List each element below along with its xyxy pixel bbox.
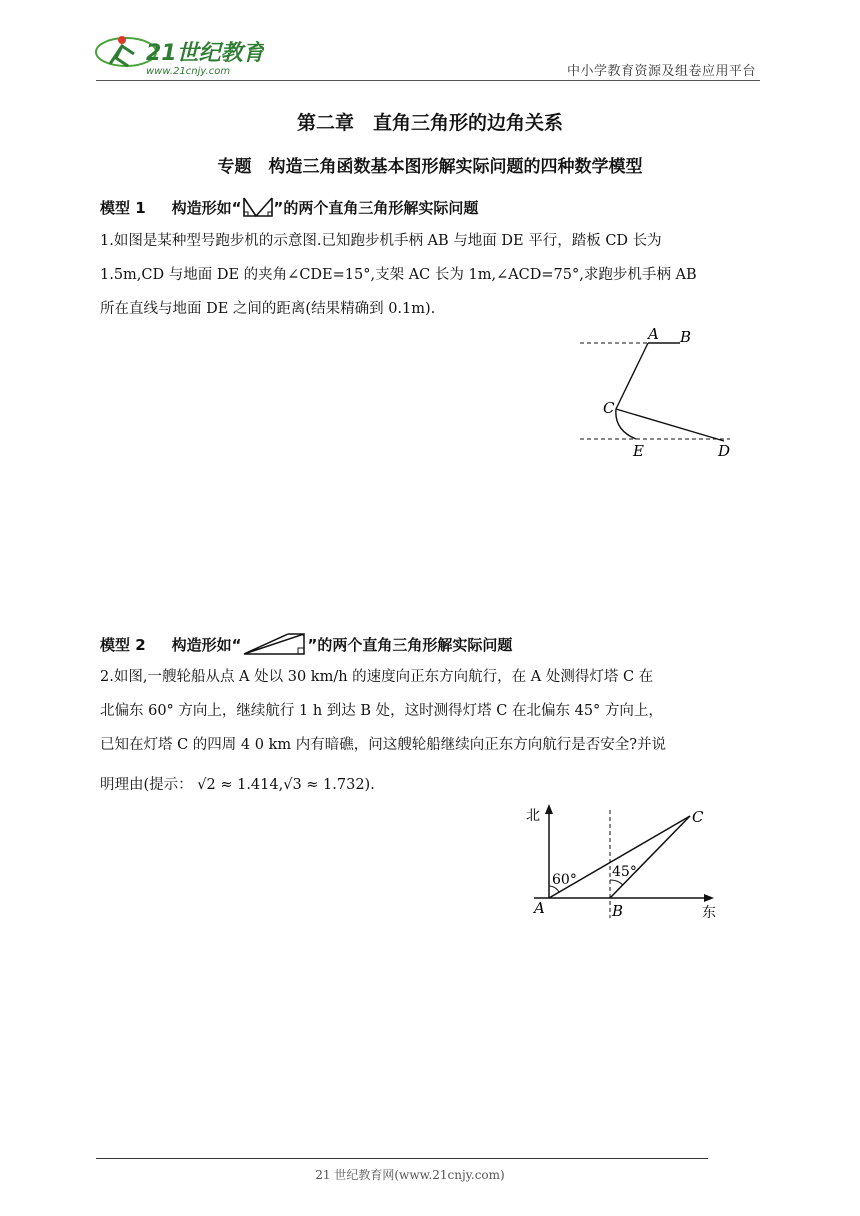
footer-divider: [96, 1158, 708, 1159]
problem1-line: 所在直线与地面 DE 之间的距离(结果精确到 0.1m).: [100, 301, 436, 317]
model2-prefix: 构造形如“: [171, 635, 242, 654]
logo-graphic: [94, 30, 264, 80]
problem1-line: 1.5m,CD 与地面 DE 的夹角∠CDE=15°,支架 AC 长为 1m,∠ACD=75°,求跑步机手柄 AB: [100, 267, 697, 283]
point-b-label: B: [612, 902, 624, 920]
logo-url: www.21cnjy.com: [146, 66, 231, 77]
model2-suffix: ”的两个直角三角形解实际问题: [307, 635, 513, 654]
problem2-text: [100, 660, 764, 802]
point-a-label: A: [648, 325, 659, 343]
problem1-text: [100, 224, 764, 326]
point-b-label: B: [680, 328, 692, 346]
angle-45-label: 45°: [612, 864, 637, 880]
east-label: 东: [702, 905, 716, 921]
footer-text: 21 世纪教育网(www.21cnjy.com): [315, 1168, 505, 1182]
point-a-label: A: [534, 899, 545, 917]
model1-suffix: ”的两个直角三角形解实际问题: [273, 198, 479, 217]
north-label: 北: [526, 808, 540, 824]
model1-number: 模型 1: [100, 198, 146, 217]
ship-figure: [520, 800, 730, 930]
problem2-line: 北偏东 60° 方向上，继续航行 1 h 到达 B 处，这时测得灯塔 C 在北偏东 45° 方向上，: [100, 703, 663, 719]
model2-number: 模型 2: [100, 635, 146, 654]
point-d-label: D: [718, 442, 731, 460]
problem2-line: 2.如图,一艘轮船从点 A 处以 30 km/h 的速度向正东方向航行，在 A 处测得灯塔 C 在: [100, 669, 654, 685]
point-e-label: E: [633, 442, 644, 460]
angle-60-label: 60°: [552, 872, 577, 888]
model1-prefix: 构造形如“: [171, 198, 242, 217]
logo: [94, 30, 264, 80]
point-c-label: C: [692, 808, 704, 826]
model1-shape-icon: [242, 196, 274, 218]
header-divider: [96, 80, 760, 81]
problem2-line: 明理由(提示： √2 ≈ 1.414,√3 ≈ 1.732).: [100, 777, 375, 793]
problem2-line: 已知在灯塔 C 的四周 4 0 km 内有暗礁，问这艘轮船继续向正东方向航行是否安全?并说: [100, 737, 667, 753]
model1-heading: [100, 196, 478, 218]
model2-heading: [100, 632, 512, 656]
platform-name: 中小学教育资源及组卷应用平台: [566, 64, 756, 79]
topic-title: 专题 构造三角函数基本图形解实际问题的四种数学模型: [217, 157, 643, 177]
point-c-label: C: [603, 399, 615, 417]
chapter-title: 第二章 直角三角形的边角关系: [296, 112, 563, 134]
logo-text: 21世纪教育: [146, 41, 264, 66]
problem1-line: 1.如图是某种型号跑步机的示意图.已知跑步机手柄 AB 与地面 DE 平行，踏板 CD 长为: [100, 233, 662, 249]
model2-shape-icon: [242, 632, 308, 656]
treadmill-figure: [570, 322, 740, 462]
